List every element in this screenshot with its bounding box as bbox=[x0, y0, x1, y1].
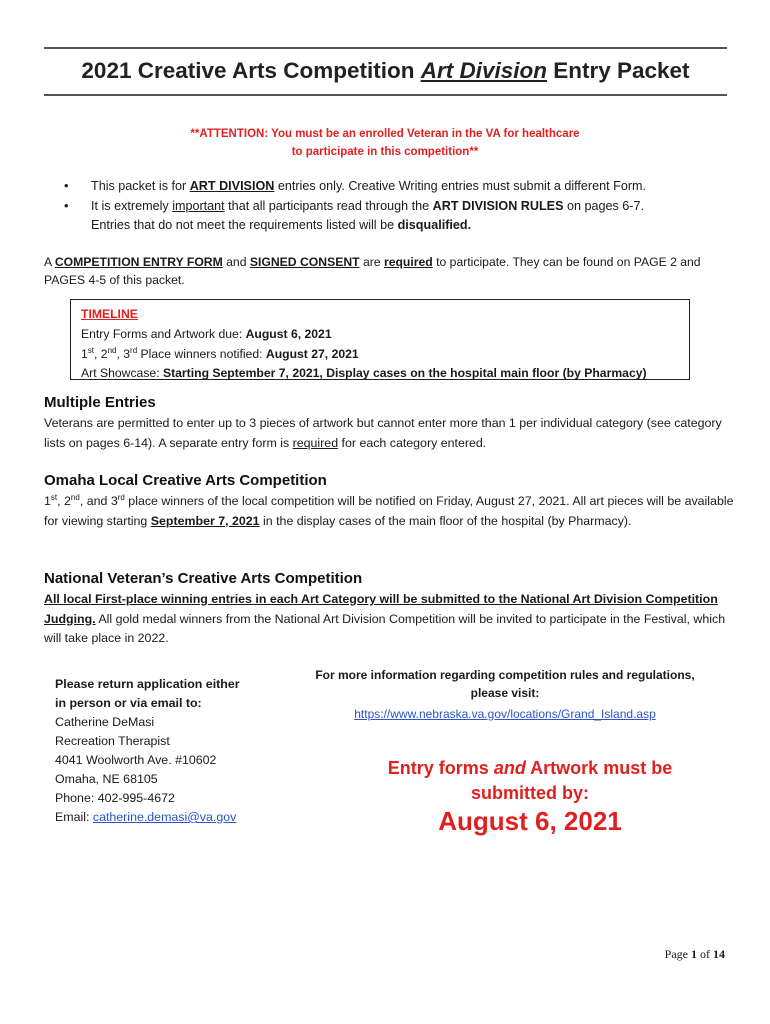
para-text: , and 3 bbox=[79, 494, 118, 508]
timeline-label: 1 bbox=[81, 346, 88, 361]
bullet-dot-icon: • bbox=[64, 179, 69, 193]
bullet-text: This packet is for bbox=[91, 179, 190, 193]
page-title bbox=[44, 58, 727, 84]
timeline-showcase bbox=[81, 364, 679, 384]
timeline-label: Art Showcase: bbox=[81, 366, 163, 381]
ordinal-suffix: st bbox=[50, 492, 58, 502]
page-total: 14 bbox=[713, 947, 725, 961]
info-line-2: please visit: bbox=[470, 685, 540, 700]
contact-email-link[interactable]: catherine.demasi@va.gov bbox=[92, 810, 237, 824]
deadline-emphasis: and bbox=[493, 758, 526, 778]
multiple-entries-heading: Multiple Entries bbox=[44, 394, 156, 411]
timeline-label: , 3 bbox=[116, 346, 131, 361]
attention-line-1: **ATTENTION: You must be an enrolled Veteran in the VA for healthcare bbox=[190, 128, 580, 140]
timeline-label: Place winners notified: bbox=[137, 346, 266, 361]
deadline-line-1 bbox=[360, 756, 700, 781]
bullet-text: on pages 6-7. bbox=[563, 198, 645, 213]
para-text: in the display cases of the main floor of the hospital (by Pharmacy). bbox=[259, 513, 632, 528]
bullet-item-2 bbox=[64, 197, 734, 236]
bullet-emphasis: ART DIVISION RULES bbox=[432, 198, 564, 213]
timeline-heading: TIMELINE bbox=[81, 307, 138, 321]
top-rule bbox=[44, 47, 727, 49]
bullet-text: that all participants read through the bbox=[224, 198, 433, 213]
req-required: required bbox=[383, 255, 433, 269]
contact-role: Recreation Therapist bbox=[55, 734, 170, 748]
deadline-date: August 6, 2021 bbox=[438, 806, 622, 836]
omaha-text bbox=[44, 492, 734, 531]
page-current: 1 bbox=[691, 947, 697, 961]
national-text bbox=[44, 590, 734, 649]
contact-instruction-1: Please return application either bbox=[55, 677, 240, 691]
bullet-text: Entries that do not meet the requirements listed will be bbox=[91, 218, 398, 232]
deadline-line-2: submitted by: bbox=[470, 783, 589, 803]
ordinal-suffix: rd bbox=[117, 492, 125, 502]
omaha-heading: Omaha Local Creative Arts Competition bbox=[44, 472, 327, 489]
bullet-item-1 bbox=[64, 177, 734, 197]
para-text: , 2 bbox=[57, 494, 71, 508]
page-label: of bbox=[697, 947, 713, 961]
ordinal-suffix: st bbox=[87, 345, 95, 355]
timeline-box bbox=[70, 299, 690, 380]
title-rule bbox=[44, 94, 727, 96]
info-url-link[interactable]: https://www.nebraska.va.gov/locations/Grand_Island.asp bbox=[354, 707, 656, 721]
deadline-text: Artwork must be bbox=[525, 758, 673, 778]
requirements-paragraph bbox=[44, 254, 724, 289]
req-consent: SIGNED CONSENT bbox=[249, 255, 360, 269]
info-block bbox=[300, 667, 710, 724]
para-date: September 7, 2021 bbox=[150, 513, 260, 528]
timeline-value: Starting September 7, 2021, Display cases on the hospital main floor (by Pharmacy) bbox=[162, 366, 647, 381]
bullet-emphasis: disqualified. bbox=[397, 218, 472, 232]
timeline-label: Entry Forms and Artwork due: bbox=[81, 326, 246, 341]
req-text: to participate. They can be found on PAGE 2 and PAGES 4-5 of this packet. bbox=[44, 255, 701, 287]
para-text: All gold medal winners from the National Art Division Competition will be invited to participate in the Festival, which will take place in 2022. bbox=[44, 611, 726, 645]
para-text: 1 bbox=[44, 494, 51, 508]
bullet-emphasis: important bbox=[172, 198, 225, 213]
bullet-dot-icon: • bbox=[64, 198, 69, 213]
req-text: A bbox=[44, 255, 55, 269]
timeline-value: August 6, 2021 bbox=[245, 326, 332, 341]
req-entry-form: COMPETITION ENTRY FORM bbox=[54, 255, 223, 269]
contact-address: 4041 Woolworth Ave. #10602 bbox=[55, 753, 217, 767]
bullet-text: entries only. Creative Writing entries must submit a different Form. bbox=[274, 179, 647, 193]
bullet-list bbox=[64, 177, 734, 236]
deadline-notice bbox=[360, 756, 700, 806]
para-emphasis: All local First-place winning entries in each Art Category will be submitted to the National Art Division Competition Judging. bbox=[44, 592, 718, 626]
para-text: for each category entered. bbox=[338, 435, 487, 450]
contact-name: Catherine DeMasi bbox=[55, 715, 155, 729]
contact-email-row bbox=[55, 808, 315, 827]
title-prefix: 2021 Creative Arts Competition bbox=[81, 58, 421, 83]
contact-city: Omaha, NE 68105 bbox=[55, 772, 158, 786]
para-text: place winners of the local competition will be notified on Friday, August 27, 2021. All art pieces will be available for viewing starting bbox=[44, 494, 734, 528]
req-text: and bbox=[222, 255, 250, 269]
contact-instruction-2: in person or via email to: bbox=[55, 696, 202, 710]
title-emphasis: Art Division bbox=[420, 58, 547, 83]
ordinal-suffix: rd bbox=[130, 345, 138, 355]
bullet-text: It is extremely bbox=[91, 198, 173, 213]
timeline-value: August 27, 2021 bbox=[265, 346, 359, 361]
deadline-text: Entry forms bbox=[387, 758, 494, 778]
page-label: Page bbox=[664, 947, 691, 961]
title-suffix: Entry Packet bbox=[546, 58, 690, 83]
ordinal-suffix: nd bbox=[107, 345, 117, 355]
para-emphasis: required bbox=[292, 435, 339, 450]
para-text: Veterans are permitted to enter up to 3 pieces of artwork but cannot enter more than 1 per individual category (see category lists on pages 6-14). A separate entry form is bbox=[44, 416, 722, 450]
national-heading: National Veteran’s Creative Arts Competition bbox=[44, 570, 363, 587]
req-text: are bbox=[359, 255, 384, 269]
contact-block bbox=[55, 675, 315, 827]
page-number bbox=[620, 947, 725, 962]
timeline-winners bbox=[81, 345, 679, 365]
timeline-entry-due bbox=[81, 325, 679, 345]
contact-phone: Phone: 402-995-4672 bbox=[55, 791, 175, 805]
contact-email-label: Email: bbox=[55, 810, 93, 824]
attention-notice bbox=[110, 125, 660, 161]
timeline-label: , 2 bbox=[94, 346, 108, 361]
multiple-entries-text bbox=[44, 414, 734, 453]
ordinal-suffix: nd bbox=[70, 492, 80, 502]
attention-line-2: to participate in this competition** bbox=[291, 146, 479, 158]
bullet-emphasis: ART DIVISION bbox=[189, 179, 275, 193]
info-line-1: For more information regarding competition rules and regulations, bbox=[315, 668, 695, 682]
